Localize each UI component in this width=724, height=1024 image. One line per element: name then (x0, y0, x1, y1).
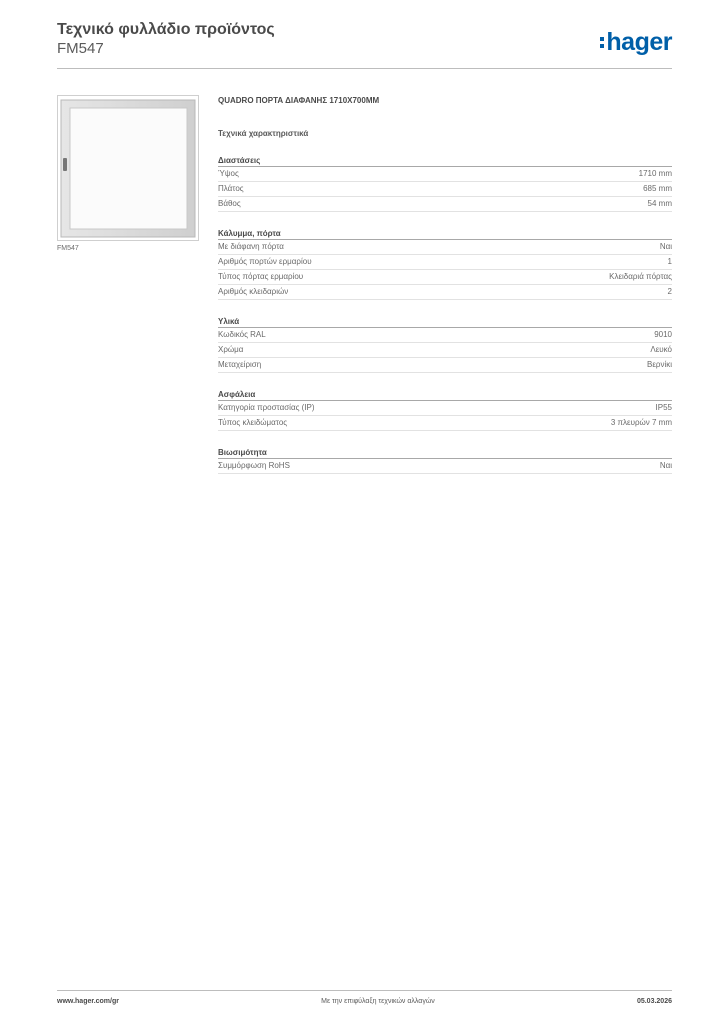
row-label: Χρώμα (218, 345, 244, 354)
product-code: FM547 (57, 40, 104, 57)
row-value: Βερνίκι (646, 360, 672, 369)
row-value: Ναι (659, 461, 672, 470)
row-label: Συμμόρφωση RoHS (218, 461, 290, 470)
hager-logo[interactable] (600, 28, 672, 56)
section-title: Βιωσιμότητα (218, 447, 672, 459)
spec-heading: Τεχνικά χαρακτηριστικά (218, 129, 309, 138)
row-label: Ύψος (218, 169, 239, 178)
row-label: Τύπος κλειδώματος (218, 418, 288, 427)
row-value: Κλειδαριά πόρτας (609, 272, 672, 281)
product-image (57, 95, 199, 241)
section-sustainability (218, 447, 672, 474)
table-row (218, 343, 672, 358)
product-image-caption: FM547 (57, 245, 79, 252)
section-safety (218, 389, 672, 431)
website-link[interactable]: www.hager.com/gr (57, 998, 119, 1005)
spec-content (218, 96, 672, 474)
section-title: Κάλυμμα, πόρτα (218, 228, 672, 240)
footer-divider (57, 990, 672, 991)
table-row (218, 358, 672, 373)
section-cover-door (218, 228, 672, 300)
table-row (218, 285, 672, 300)
row-label: Με διάφανη πόρτα (218, 242, 284, 251)
document-title: Τεχνικό φυλλάδιο προϊόντος (57, 21, 275, 38)
footer-note: Με την επιφύλαξη τεχνικών αλλαγών (321, 998, 435, 1005)
table-row (218, 182, 672, 197)
section-title: Ασφάλεια (218, 389, 672, 401)
row-value: 1 (667, 257, 672, 266)
row-label: Μεταχείριση (218, 360, 262, 369)
table-row (218, 240, 672, 255)
logo-text: hager (606, 28, 672, 56)
row-label: Αριθμός κλειδαριών (218, 287, 289, 296)
document-footer (57, 998, 672, 1005)
row-label: Πλάτος (218, 184, 244, 193)
row-value: 9010 (654, 330, 672, 339)
row-label: Κατηγορία προστασίας (IP) (218, 403, 315, 412)
row-value: 54 mm (647, 199, 672, 208)
document-header (57, 20, 672, 58)
table-row (218, 270, 672, 285)
header-divider (57, 68, 672, 69)
row-value: Ναι (659, 242, 672, 251)
row-label: Τύπος πόρτας ερμαρίου (218, 272, 304, 281)
table-row (218, 167, 672, 182)
table-row (218, 401, 672, 416)
table-row (218, 197, 672, 212)
row-label: Κωδικός RAL (218, 330, 266, 339)
row-value: 2 (667, 287, 672, 296)
table-row (218, 416, 672, 431)
table-row (218, 459, 672, 474)
section-dimensions (218, 155, 672, 212)
section-title: Υλικά (218, 316, 672, 328)
row-value: IP55 (655, 403, 672, 412)
row-value: 3 πλευρών 7 mm (610, 418, 672, 427)
section-materials (218, 316, 672, 373)
table-row (218, 328, 672, 343)
row-label: Βάθος (218, 199, 241, 208)
row-value: 1710 mm (638, 169, 672, 178)
logo-dots-icon (600, 37, 604, 48)
footer-date: 05.03.2026 (636, 998, 672, 1005)
row-value: 685 mm (643, 184, 672, 193)
table-row (218, 255, 672, 270)
section-title: Διαστάσεις (218, 155, 672, 167)
row-value: Λευκό (650, 345, 672, 354)
product-name: QUADRO ΠΟΡΤΑ ΔΙΑΦΑΝΗΣ 1710X700MM (218, 96, 380, 105)
glass-door-icon (58, 96, 198, 240)
row-label: Αριθμός πορτών ερμαρίου (218, 257, 312, 266)
